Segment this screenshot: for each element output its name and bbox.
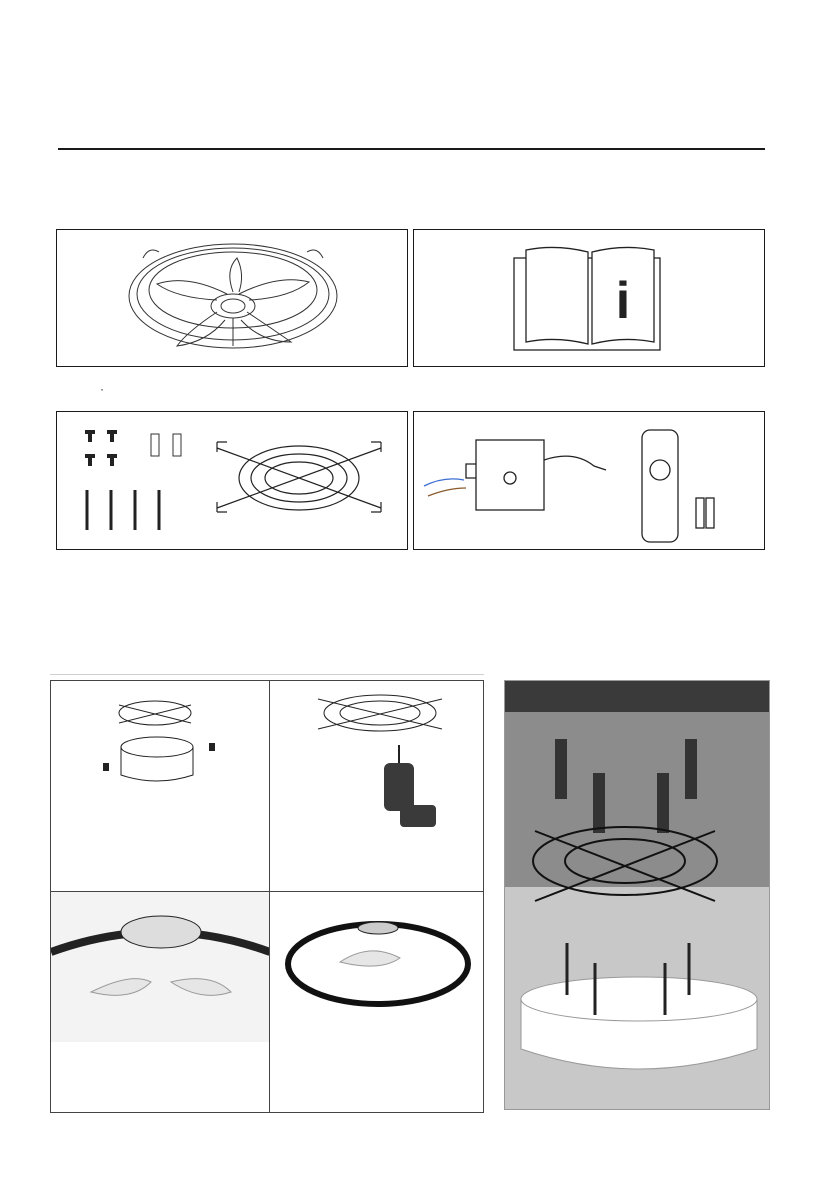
step-3-cell: [51, 892, 270, 1113]
screws-bracket-icon: [57, 412, 408, 550]
panel-header-bar: [505, 681, 769, 712]
manual-book-icon: [414, 230, 765, 367]
ceiling-fan-icon: [57, 230, 408, 367]
drill-bracket-icon: [270, 681, 484, 892]
step-grid: [50, 680, 484, 1113]
ceiling-mount-icon: [505, 681, 770, 1110]
wiring-fan-icon: [51, 892, 270, 1113]
section-divider: [50, 674, 484, 675]
small-dot: ·: [100, 382, 104, 396]
remove-canopy-icon: [51, 681, 270, 892]
step-1-cell: [51, 681, 270, 892]
step-2-cell: [270, 681, 484, 892]
manual-box: [413, 229, 765, 367]
step-4-cell: [270, 892, 484, 1113]
electronics-box: [413, 411, 765, 550]
info-glyph: i: [615, 272, 631, 330]
fan-body-box: [56, 229, 408, 367]
assembled-fan-icon: [270, 892, 484, 1113]
hardware-box: [56, 411, 408, 550]
mounting-panel: [504, 680, 770, 1110]
controller-remote-icon: [414, 412, 765, 550]
top-divider: [58, 148, 765, 150]
